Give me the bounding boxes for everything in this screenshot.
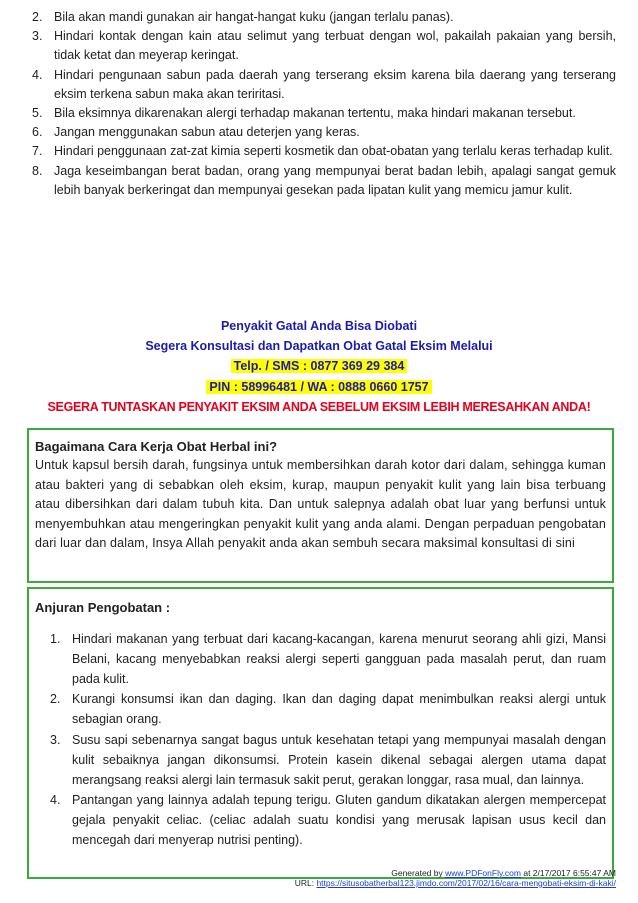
list-item <box>50 731 606 790</box>
list-item <box>32 104 616 123</box>
item-text: Bila akan mandi gunakan air hangat-hangat kuku (jangan terlalu panas). <box>54 10 454 24</box>
herbal-info-box <box>27 428 614 583</box>
list-item <box>50 690 606 730</box>
item-number: 4. <box>50 793 61 808</box>
list-item <box>32 8 616 27</box>
herbal-box-body: Untuk kapsul bersih darah, fungsinya untuk membersihkan darah kotor dari dalam, sehingga kuman atau bakteri yang di sebabkan oleh eksim, kurap, maupun penyakit kulit yang lain bisa terbuang atau dibersihkan dari dalam tubuh kita. Dan untuk salepnya adalah obat luar yang berfunsi untuk menyembuhkan atau mengeringkan penyakit kulit yang anda alami. Dengan perpaduan pengobatan dari luar dan dalam, Insya Allah penyakit anda akan sembuh secara maksimal konsultasi di sini <box>35 458 606 551</box>
item-text: Pantangan yang lainnya adalah tepung terigu. Gluten gandum dikatakan alergen mempercepat gejala penyakit celiac. (celiac adalah suatu kondisi yang merusak lapisan usus kecil dan mencegah dari menyerap nutrisi penting). <box>72 793 606 847</box>
item-text: Hindari pengunaan sabun pada daerah yang terserang eksim karena bila daerang yang terserang eksim terkena sabun maka akan teriritasi. <box>54 67 616 101</box>
advice-box <box>27 587 614 879</box>
list-item <box>32 123 616 142</box>
item-number: 5. <box>32 106 43 121</box>
source-url-link[interactable]: https://situsobatherbal123.jimdo.com/2017/02/16/cara-mengobati-eksim-di-kaki/ <box>316 878 616 888</box>
item-number: 7. <box>32 144 43 159</box>
promo-subheadline: Segera Konsultasi dan Dapatkan Obat Gatal Eksim Melalui <box>145 339 493 354</box>
item-text: Kurangi konsumsi ikan dan daging. Ikan dan daging dapat menimbulkan reaksi alergi untuk sebagian orang. <box>72 692 606 727</box>
list-item <box>32 27 616 65</box>
generated-prefix: Generated by <box>391 868 446 878</box>
list-item <box>50 791 606 850</box>
prevention-list <box>32 8 616 200</box>
list-item <box>32 142 616 161</box>
item-number: 8. <box>32 163 43 178</box>
item-number: 2. <box>32 10 43 24</box>
generated-timestamp: at 2/17/2017 6:55:47 AM <box>521 868 616 878</box>
item-number: 2. <box>50 692 61 707</box>
list-item <box>32 162 616 200</box>
advice-box-title: Anjuran Pengobatan : <box>35 600 171 615</box>
item-number: 6. <box>32 125 43 140</box>
advice-list <box>35 630 606 851</box>
item-text: Jaga keseimbangan berat badan, orang yang mempunyai berat badan lebih, apalagi sangat gemuk lebih banyak berkeringat dan mempunyai gesekan pada lipatan kulit yang memicu jamur kulit. <box>54 163 616 197</box>
promo-headline: Penyakit Gatal Anda Bisa Diobati <box>220 319 418 333</box>
generator-link[interactable]: www.PDFonFly.com <box>445 868 521 878</box>
herbal-box-title: Bagaimana Cara Kerja Obat Herbal ini? <box>35 439 278 454</box>
promo-warning: SEGERA TUNTASKAN PENYAKIT EKSIM ANDA SEBELUM EKSIM LEBIH MERESAHKAN ANDA! <box>47 399 591 414</box>
item-text: Jangan menggunakan sabun atau deterjen yang keras. <box>54 125 360 140</box>
item-text: Hindari penggunaan zat-zat kimia seperti kosmetik dan obat-obatan yang terlalu keras terhadap kulit. <box>54 144 613 159</box>
item-text: Bila eksimnya dikarenakan alergi terhadap makanan tertentu, maka hindari makanan tersebut. <box>54 106 576 121</box>
generated-by-line <box>295 868 616 878</box>
item-text: Hindari kontak dengan kain atau selimut yang terbuat dengan wol, pakailah pakaian yang bersih, tidak ketat dan meyerap keringat. <box>54 29 616 63</box>
item-number: 3. <box>32 29 43 44</box>
source-url-line <box>295 878 616 888</box>
item-number: 1. <box>50 632 61 646</box>
url-label: URL: <box>294 878 317 888</box>
pin-wa-contact: PIN : 58996481 / WA : 0888 0660 1757 <box>206 380 431 394</box>
item-text: Hindari makanan yang terbuat dari kacang-kacangan, karena menurut seorang ahli gizi, Mansi Belani, kacang menyebabkan reaksi alergi seperti gangguan pada masalah perut, dan ruam pada kulit. <box>72 632 606 686</box>
item-number: 3. <box>50 732 61 747</box>
page-footer <box>295 868 616 888</box>
list-item <box>50 630 606 689</box>
list-item <box>32 66 616 104</box>
phone-contact: Telp. / SMS : 0877 369 29 384 <box>231 359 408 373</box>
item-number: 4. <box>32 67 43 82</box>
item-text: Susu sapi sebenarnya sangat bagus untuk kesehatan tetapi yang mempunyai masalah dengan kulit sebaiknya jangan dikonsumsi. Protein kasein dikenal sebagai alergen utama dapat merangsang reaksi alergi lain termasuk sakit perut, gerakan longgar, rasa mual, dan lainnya. <box>72 732 606 787</box>
promo-block <box>0 316 638 417</box>
